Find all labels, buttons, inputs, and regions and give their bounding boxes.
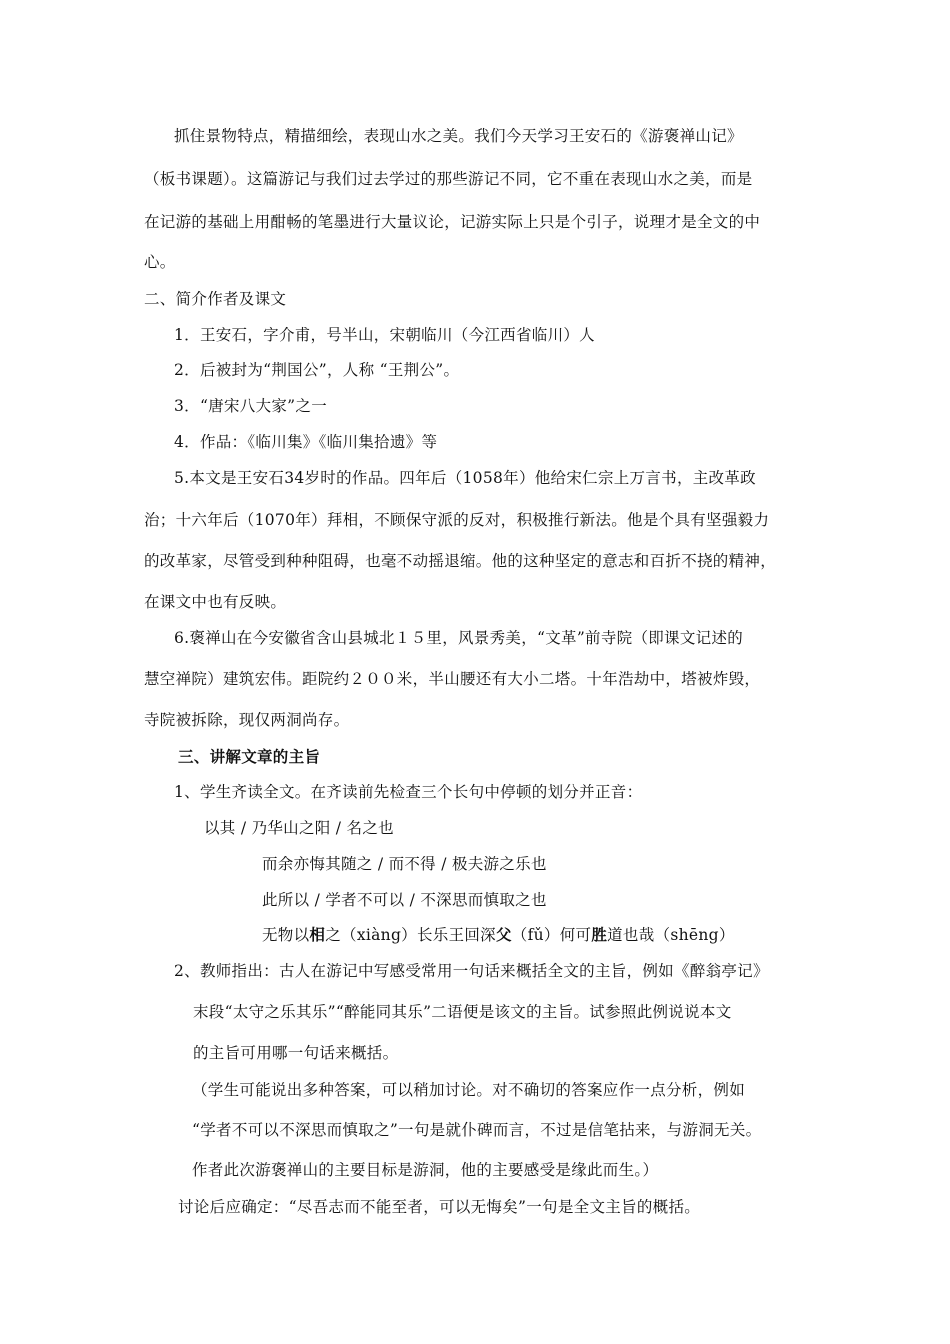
section-2-item-6-line-2: 慧空禅院）建筑宏伟。距院约２００米，半山腰还有大小二塔。十年浩劫中，塔被炸毁， bbox=[144, 670, 761, 688]
pause-sentence-4-part-e: （fǔ）何可 bbox=[511, 926, 592, 944]
conclusion-line: 讨论后应确定：“尽吾志而不能至者，可以无悔矣”一句是全文主旨的概括。 bbox=[178, 1198, 701, 1216]
section-3-point-2-line-1: 2、教师指出：古人在游记中写感受常用一句话来概括全文的主旨，例如《醉翁亭记》 bbox=[174, 962, 769, 980]
discussion-note-line-3: 作者此次游褒禅山的主要目标是游洞，他的主要感受是缘此而生。） bbox=[192, 1161, 659, 1179]
section-2-item-2: 2．后被封为“荆国公”，人称 “王荆公”。 bbox=[174, 361, 460, 379]
section-2-item-4: 4．作品：《临川集》《临川集拾遗》等 bbox=[174, 433, 438, 451]
pause-sentence-4-part-c: 之（xiàng）长乐王回深 bbox=[325, 926, 496, 944]
section-3-point-2-line-2: 末段“太守之乐其乐”“醉能同其乐”二语便是该文的主旨。试参照此例说说本文 bbox=[193, 1003, 732, 1021]
section-2-item-6-line-3: 寺院被拆除，现仅两洞尚存。 bbox=[144, 711, 350, 729]
section-2-item-1: 1．王安石，字介甫，号半山，宋朝临川（今江西省临川）人 bbox=[174, 326, 595, 344]
pause-sentence-2: 而余亦悔其随之 / 而不得 / 极夫游之乐也 bbox=[262, 855, 547, 873]
section-2-item-6-line-1: 6.褒禅山在今安徽省含山县城北１５里，风景秀美，“文革”前寺院（即课文记述的 bbox=[174, 629, 744, 647]
discussion-note-line-1: （学生可能说出多种答案，可以稍加讨论。对不确切的答案应作一点分析，例如 bbox=[192, 1081, 746, 1099]
section-3-heading: 三、讲解文章的主旨 bbox=[178, 747, 321, 766]
section-2-item-5-line-3: 的改革家，尽管受到种种阻碍，也毫不动摇退缩。他的这种坚定的意志和百折不挠的精神， bbox=[144, 552, 777, 570]
pause-sentence-3: 此所以 / 学者不可以 / 不深思而慎取之也 bbox=[262, 891, 547, 909]
intro-line-3: 在记游的基础上用酣畅的笔墨进行大量议论，记游实际上只是个引子，说理才是全文的中 bbox=[144, 213, 761, 231]
section-3-point-2-line-3: 的主旨可用哪一句话来概括。 bbox=[193, 1044, 399, 1062]
intro-line-1: 抓住景物特点，精描细绘，表现山水之美。我们今天学习王安石的《游褒禅山记》 bbox=[174, 127, 743, 145]
section-2-item-3: 3．“唐宋八大家”之一 bbox=[174, 397, 328, 415]
section-2-item-5-line-4: 在课文中也有反映。 bbox=[144, 593, 287, 611]
section-2-heading: 二、简介作者及课文 bbox=[144, 290, 287, 308]
intro-line-4: 心。 bbox=[144, 253, 176, 271]
pronunciation-char-fu: 父 bbox=[495, 925, 512, 944]
pause-sentence-4-part-a: 无物以 bbox=[262, 926, 310, 944]
pause-sentence-4-part-g: 道也哉（shēng） bbox=[607, 926, 735, 944]
discussion-note-line-2: “学者不可以不深思而慎取之”一句是就仆碑而言，不过是信笔拈来，与游洞无关。 bbox=[192, 1121, 762, 1139]
pause-sentence-1: 以其 / 乃华山之阳 / 名之也 bbox=[204, 819, 394, 837]
section-2-item-5-line-1: 5.本文是王安石34岁时的作品。四年后（1058年）他给宋仁宗上万言书，主改革政 bbox=[174, 469, 756, 487]
intro-line-2: （板书课题）。这篇游记与我们过去学过的那些游记不同，它不重在表现山水之美，而是 bbox=[144, 170, 753, 188]
pronunciation-char-sheng: 胜 bbox=[591, 925, 608, 944]
section-2-item-5-line-2: 治；十六年后（1070年）拜相，不顾保守派的反对，积极推行新法。他是个具有坚强毅力 bbox=[144, 511, 770, 529]
pronunciation-char-xiang: 相 bbox=[309, 925, 326, 944]
section-3-point-1: 1、学生齐读全文。在齐读前先检查三个长句中停顿的划分并正音： bbox=[174, 783, 643, 801]
pause-sentence-4 bbox=[262, 925, 735, 945]
